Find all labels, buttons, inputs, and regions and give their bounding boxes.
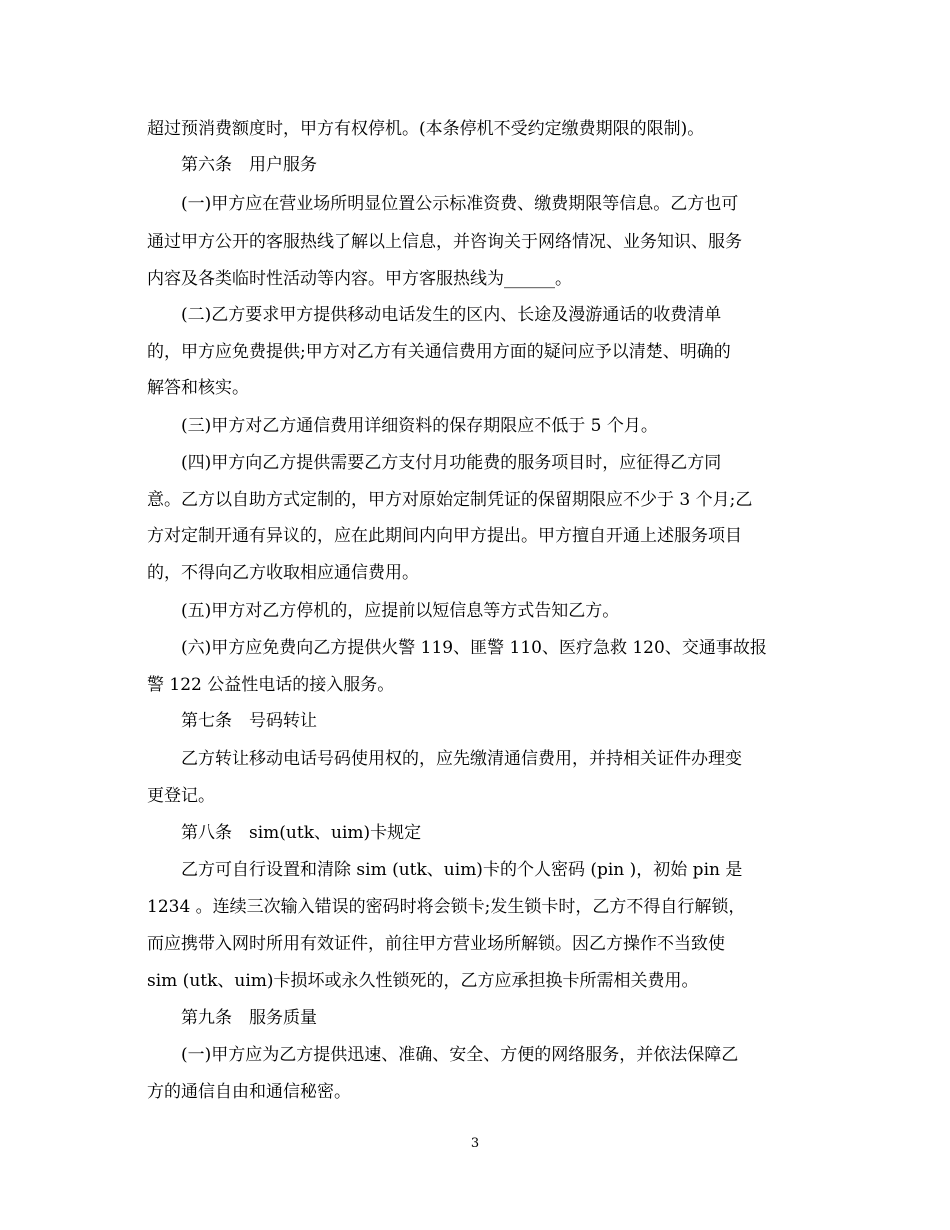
- text-line: 而应携带入网时所用有效证件，前往甲方营业场所解锁。因乙方操作不当致使: [147, 934, 725, 954]
- text-line: 通过甲方公开的客服热线了解以上信息，并咨询关于网络情况、业务知识、服务: [147, 232, 742, 252]
- text-line: (一)甲方应为乙方提供迅速、准确、安全、方便的网络服务，并依法保障乙: [181, 1045, 739, 1065]
- text-line: (三)甲方对乙方通信费用详细资料的保存期限应不低于 5 个月。: [181, 416, 658, 436]
- text-line: 内容及各类临时性活动等内容。甲方客服热线为______。: [147, 269, 572, 289]
- text-line: 更登记。: [147, 786, 215, 806]
- text-line: 超过预消费额度时，甲方有权停机。(本条停机不受约定缴费期限的限制)。: [147, 119, 705, 139]
- text-line: 方的通信自由和通信秘密。: [147, 1082, 351, 1102]
- text-line: 的，不得向乙方收取相应通信费用。: [147, 563, 419, 583]
- text-line: (二)乙方要求甲方提供移动电话发生的区内、长途及漫游通话的收费清单: [181, 305, 722, 325]
- text-line: 解答和核实。: [147, 378, 249, 398]
- text-line: 乙方可自行设置和清除 sim (utk、uim)卡的个人密码 (pin )，初始 pin 是: [181, 860, 743, 880]
- text-line: 的，甲方应免费提供;甲方对乙方有关通信费用方面的疑问应予以清楚、明确的: [147, 342, 731, 362]
- article-heading: 第七条 号码转让: [181, 711, 317, 731]
- page-number: 3: [470, 1136, 480, 1151]
- text-line: (五)甲方对乙方停机的，应提前以短信息等方式告知乙方。: [181, 601, 620, 621]
- text-line: (一)甲方应在营业场所明显位置公示标准资费、缴费期限等信息。乙方也可: [181, 194, 739, 214]
- text-line: (六)甲方应免费向乙方提供火警 119、匪警 110、医疗急救 120、交通事故报: [181, 638, 767, 658]
- article-heading: 第六条 用户服务: [181, 155, 317, 175]
- text-line: 方对定制开通有异议的，应在此期间内向甲方提出。甲方擅自开通上述服务项目: [147, 526, 742, 546]
- text-line: 乙方转让移动电话号码使用权的，应先缴清通信费用，并持相关证件办理变: [181, 749, 742, 769]
- article-heading: 第八条 sim(utk、uim)卡规定: [181, 823, 422, 843]
- text-line: 警 122 公益性电话的接入服务。: [147, 675, 395, 695]
- text-line: 1234 。连续三次输入错误的密码时将会锁卡;发生锁卡时，乙方不得自行解锁，: [147, 897, 746, 917]
- text-line: (四)甲方向乙方提供需要乙方支付月功能费的服务项目时，应征得乙方同: [181, 453, 722, 473]
- article-heading: 第九条 服务质量: [181, 1008, 317, 1028]
- text-line: sim (utk、uim)卡损坏或永久性锁死的，乙方应承担换卡所需相关费用。: [147, 971, 699, 991]
- text-line: 意。乙方以自助方式定制的，甲方对原始定制凭证的保留期限应不少于 3 个月;乙: [147, 490, 753, 510]
